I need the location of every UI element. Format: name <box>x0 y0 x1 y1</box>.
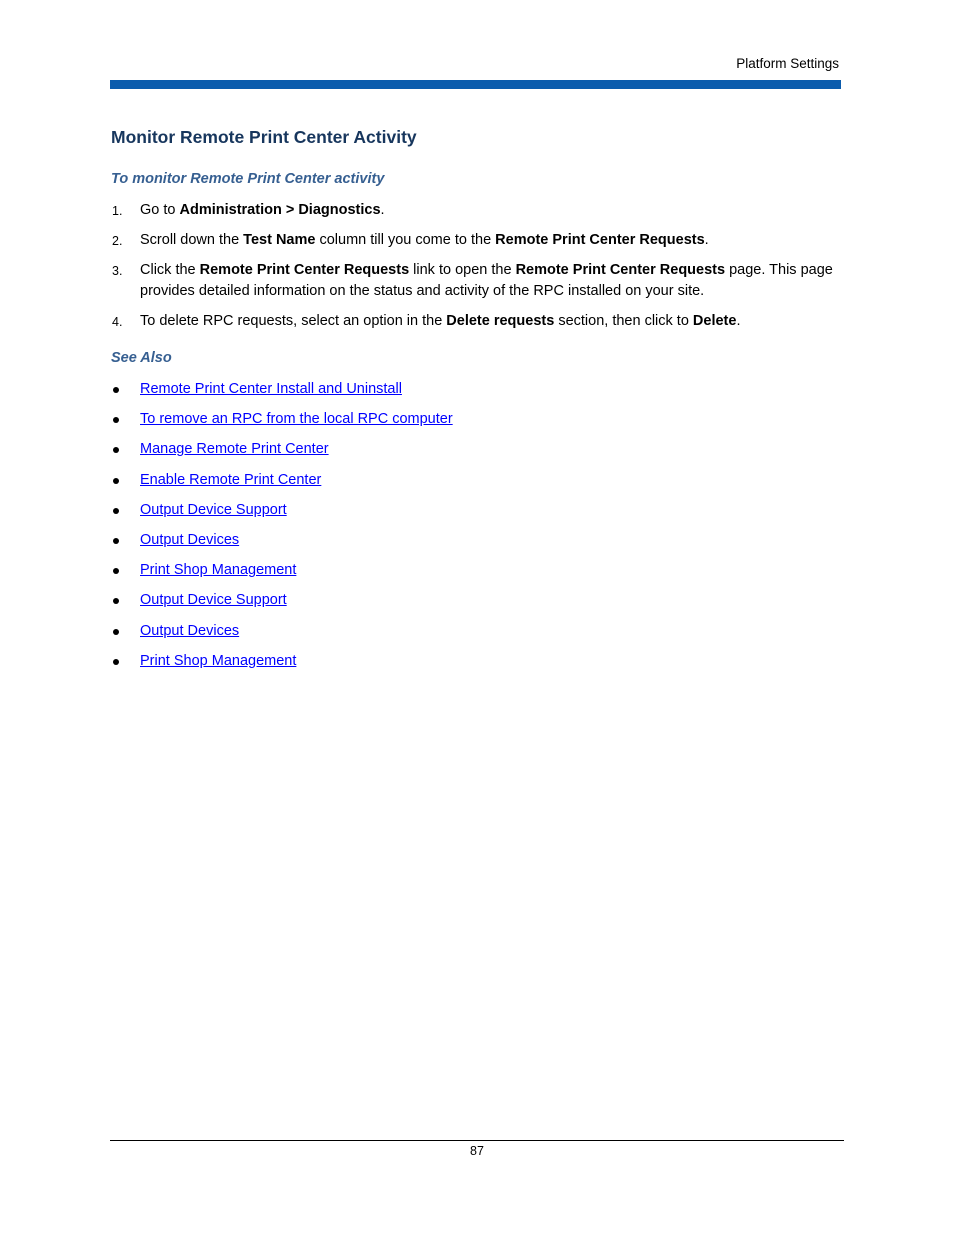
page-number: 87 <box>470 1144 484 1158</box>
header-bar <box>110 80 841 89</box>
procedure-step <box>111 230 841 251</box>
see-also-item <box>111 439 453 469</box>
step-emphasis: Remote Print Center Requests <box>495 232 705 248</box>
step-text: page. This page provides detailed information on the status and activity of the RPC installed on your site. <box>140 262 833 299</box>
see-also-item <box>111 651 453 681</box>
step-number: 4. <box>112 315 123 329</box>
step-text: . <box>736 313 741 329</box>
see-also-link[interactable]: Output Device Support <box>140 592 287 609</box>
step-text: Scroll down the <box>140 232 244 248</box>
step-emphasis: Administration > Diagnostics <box>179 202 381 218</box>
see-also-link[interactable]: Output Devices <box>140 531 240 548</box>
step-text: To delete RPC requests, select an option in the <box>140 313 447 329</box>
step-number: 2. <box>112 234 123 248</box>
see-also-item <box>111 409 453 439</box>
see-also-item <box>111 560 453 590</box>
bullet-icon <box>113 508 119 514</box>
footer-rule <box>110 1140 844 1141</box>
step-number: 1. <box>112 204 123 218</box>
see-also-link[interactable]: Output Device Support <box>140 501 287 518</box>
step-number: 3. <box>112 264 123 278</box>
step-emphasis: Delete <box>692 313 737 329</box>
see-also-item <box>111 500 453 530</box>
see-also-link[interactable]: To remove an RPC from the local RPC computer <box>140 411 453 428</box>
procedure-step <box>111 260 841 302</box>
bullet-icon <box>113 478 119 484</box>
bullet-icon <box>113 447 119 453</box>
see-also-item <box>111 621 453 651</box>
procedure-step <box>111 311 841 332</box>
step-text: Go to <box>140 202 180 218</box>
bullet-icon <box>113 659 119 665</box>
see-also-heading: See Also <box>111 350 172 366</box>
see-also-item <box>111 590 453 620</box>
step-text: . <box>704 232 709 248</box>
step-emphasis: Remote Print Center Requests <box>199 262 410 278</box>
step-text: section, then click to <box>554 313 693 329</box>
see-also-link[interactable]: Manage Remote Print Center <box>140 441 329 458</box>
step-text: . <box>380 202 385 218</box>
see-also-item <box>111 379 453 409</box>
step-emphasis: Remote Print Center Requests <box>515 262 726 278</box>
step-emphasis: Delete requests <box>446 313 555 329</box>
bullet-icon <box>113 598 119 604</box>
see-also-link[interactable]: Output Devices <box>140 622 240 639</box>
running-header: Platform Settings <box>736 56 839 71</box>
bullet-icon <box>113 387 119 393</box>
step-text: column till you come to the <box>315 232 496 248</box>
see-also-link[interactable]: Remote Print Center Install and Uninstall <box>140 381 402 397</box>
step-text: link to open the <box>409 262 516 278</box>
procedure-steps <box>111 200 841 341</box>
see-also-item <box>111 530 453 560</box>
see-also-link[interactable]: Print Shop Management <box>140 652 297 669</box>
step-text: Click the <box>140 262 200 278</box>
bullet-icon <box>113 538 119 544</box>
procedure-heading: To monitor Remote Print Center activity <box>111 171 385 187</box>
step-emphasis: Test Name <box>243 232 316 248</box>
see-also-link[interactable]: Enable Remote Print Center <box>140 471 322 488</box>
bullet-icon <box>113 629 119 635</box>
procedure-step <box>111 200 841 221</box>
bullet-icon <box>113 568 119 574</box>
see-also-link[interactable]: Print Shop Management <box>140 562 297 579</box>
see-also-item <box>111 470 453 500</box>
see-also-list <box>111 379 453 681</box>
bullet-icon <box>113 417 119 423</box>
section-title: Monitor Remote Print Center Activity <box>111 127 417 147</box>
